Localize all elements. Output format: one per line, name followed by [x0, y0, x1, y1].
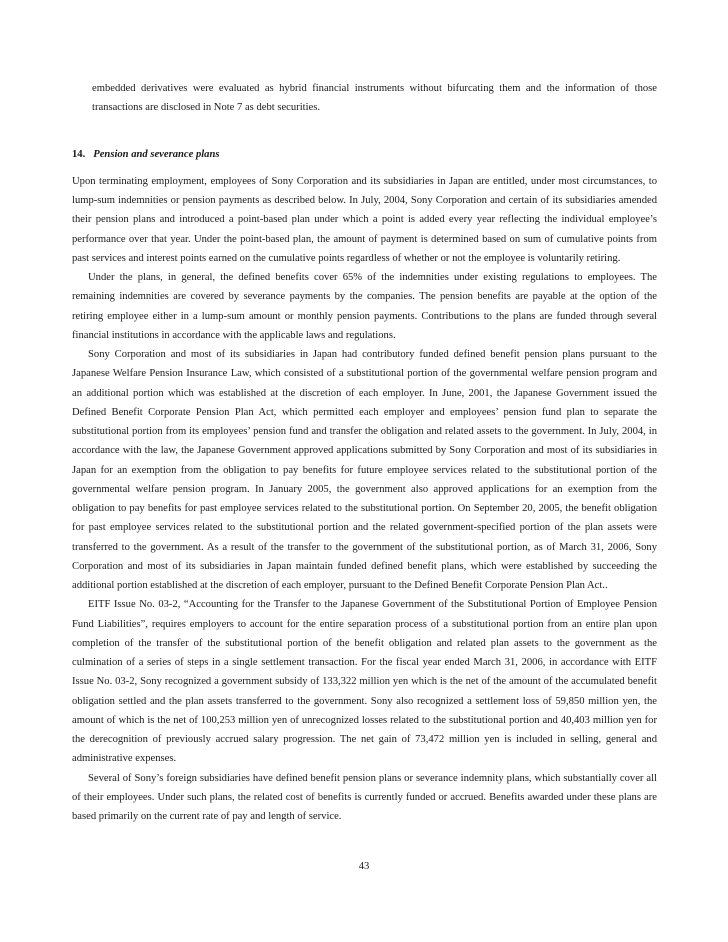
section-body: [72, 172, 657, 827]
page-number: 43: [358, 861, 370, 872]
document-page: [72, 79, 657, 826]
continued-paragraph: [72, 79, 657, 118]
paragraph: Several of Sony’s foreign subsidiaries have defined benefit pension plans or severance indemnity plans, which substantially cover all of their employees. Under such plans, the related cost of benefits is currently funded or accrued. Benefits awarded under these plans are based primarily on the current rate of pay and length of service.: [72, 772, 657, 822]
continued-paragraph-text: embedded derivatives were evaluated as hybrid financial instruments without bifurcating them and the information of those transactions are disclosed in Note 7 as debt securities.: [92, 83, 657, 114]
section-title: Pension and severance plans: [93, 148, 220, 160]
paragraph: Upon terminating employment, employees of Sony Corporation and its subsidiaries in Japan are entitled, under most circumstances, to lump-sum indemnities or pension payments as described below. In July, 2004, Sony Corporation and certain of its subsidiaries amended their pension plans and introduced a point-based plan under which a point is added every year reflecting the individual employee’s performance over that year. Under the point-based plan, the amount of payment is determined based on sum of cumulative points from past services and interest points earned on the cumulative points regardless of whether or not the employee is voluntarily retiring.: [72, 175, 657, 264]
section-heading: [72, 145, 657, 164]
paragraph: EITF Issue No. 03-2, “Accounting for the Transfer to the Japanese Government of the Substitutional Portion of Employee Pension Fund Liabilities”, requires employers to account for the entire separation process of a substitutional portion from an entire plan upon completion of the transfer of the substitutional portion of the benefit obligation and related plan assets to the government as the culmination of a series of steps in a single settlement transaction. For the fiscal year ended March 31, 2006, in accordance with EITF Issue No. 03-2, Sony recognized a government subsidy of 133,322 million yen which is the net of the amount of the accumulated benefit obligation settled and the plan assets transferred to the government. Sony also recognized a settlement loss of 59,850 million yen, the amount of which is the net of 100,253 million yen of unrecognized losses related to the substitutional portion and 40,403 million yen for the derecognition of previously accrued salary progression. The net gain of 73,472 million yen is included in selling, general and administrative expenses.: [72, 599, 657, 765]
paragraph: Under the plans, in general, the defined benefits cover 65% of the indemnities under existing regulations to employees. The remaining indemnities are covered by severance payments by the companies. The pension benefits are payable at the option of the retiring employee either in a lump-sum amount or monthly pension payments. Contributions to the plans are funded through several financial institutions in accordance with the applicable laws and regulations.: [72, 272, 657, 341]
section-number: 14.: [72, 148, 86, 160]
paragraph: Sony Corporation and most of its subsidiaries in Japan had contributory funded defined benefit pension plans pursuant to the Japanese Welfare Pension Insurance Law, which consisted of a substitutional portion of the governmental welfare pension program and an additional portion which was established at the discretion of each employer. In June, 2001, the Japanese Government issued the Defined Benefit Corporate Pension Plan Act, which permitted each employer and employees’ pension fund plan to separate the substitutional portion from its employees’ pension fund and transfer the obligation and related assets to the government. In July, 2004, in accordance with the law, the Japanese Government approved applications submitted by Sony Corporation and most of its subsidiaries in Japan for an exemption from the obligation to pay benefits for future employee services related to the substitutional portion of the governmental welfare pension program. In January 2005, the government also approved applications for an exemption from the obligation to pay benefits for past employee services related to the substitutional portion. On September 20, 2005, the benefit obligation for past employee services related to the substitutional portion and the related government-specified portion of the plan assets were transferred to the government. As a result of the transfer to the government of the substitutional portion, as of March 31, 2006, Sony Corporation and most of its subsidiaries in Japan maintain funded defined benefit plans, which were established by succeeding the additional portion established at the discretion of each employer, pursuant to the Defined Benefit Corporate Pension Plan Act..: [72, 349, 657, 591]
